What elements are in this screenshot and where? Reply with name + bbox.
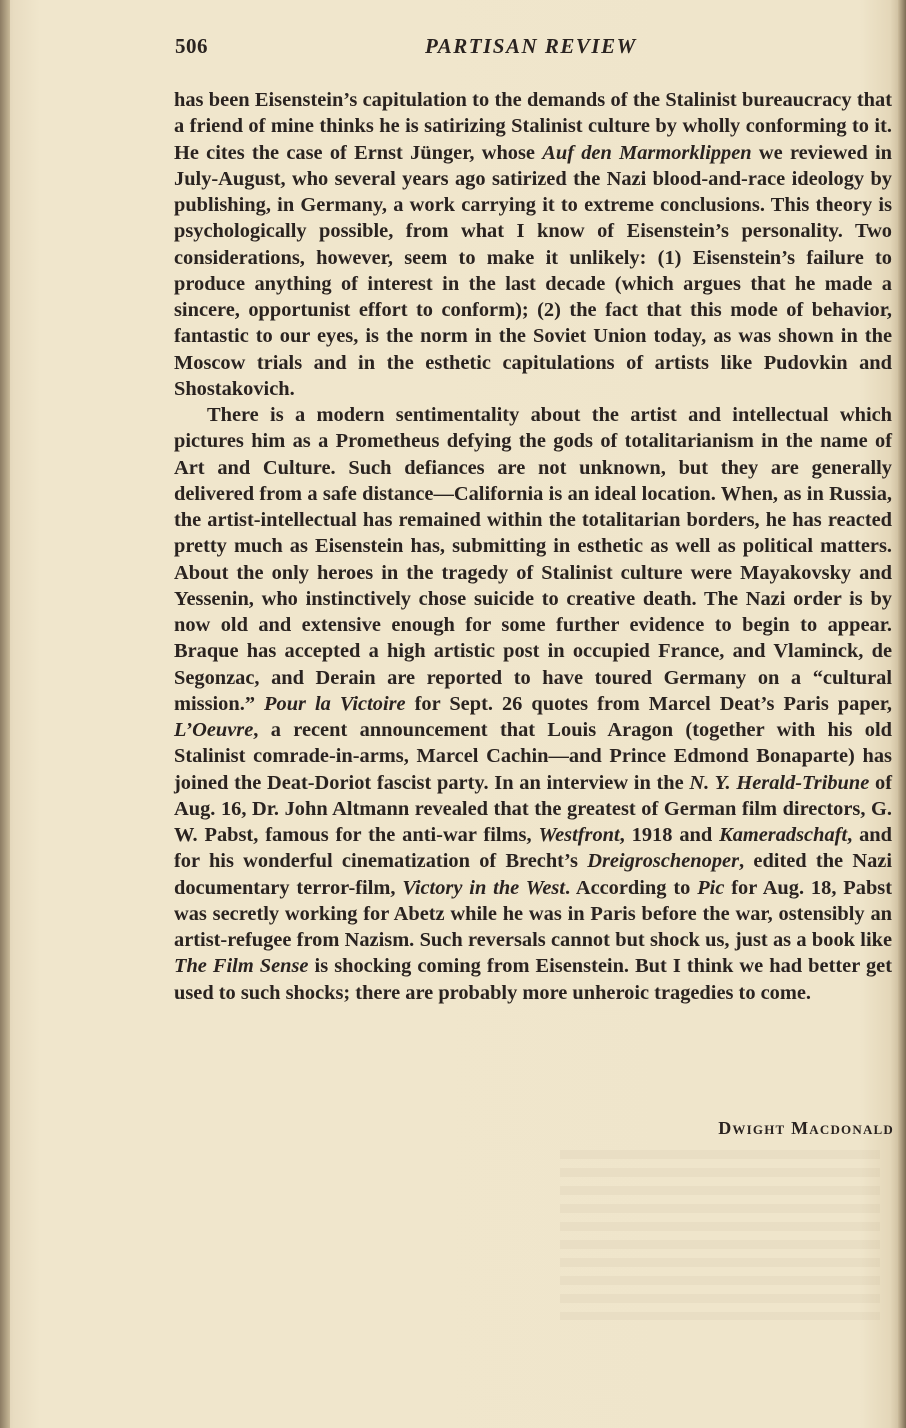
- text-run: , edited the Nazi documentary terror-film,: [174, 850, 892, 899]
- author-signature: Dwight Macdonald: [718, 1118, 894, 1138]
- paragraph-2: [174, 402, 892, 1006]
- page-number: 506: [175, 34, 208, 58]
- text-run: has been Eisenstein’s capitulation to the demands of the Stalinist bureaucracy that a friend of mine thinks he is satirizing Stalinist culture by wholly conforming to it. He cites the case of Ernst Jünger, whose: [174, 89, 892, 164]
- text-run: of Aug. 16, Dr. John Altmann revealed that the greatest of German film directors, G. W. Pabst, famous for the anti-war films,: [174, 771, 892, 846]
- film-title: Victory in the West: [402, 876, 565, 899]
- page-edge-shadow: [898, 0, 906, 1428]
- film-title: Westfront: [538, 824, 620, 846]
- article-body: [174, 87, 892, 1006]
- paragraph-1: [174, 87, 892, 402]
- publication-title: N. Y. Herald-Tribune: [689, 771, 870, 794]
- text-run: There is a modern sentimentality about the artist and intellectual which pictures him as a Prometheus defying the gods of totalitarianism in the name of Art and Culture. Such defiances are not unknown, but they are generally delivered from a safe distance—California is an ideal location. When, as in Russia, the artist-intellectual has remained within the totalitarian borders, he has reacted pretty much as Eisenstein has, submitting in esthetic as well as political matters. About the only heroes in the tragedy of Stalinist culture were Mayakovsky and Yessenin, who instinctively chose suicide to creative death. The Nazi order is by now old and extensive enough for some further evidence to begin to appear. Braque has accepted a high artistic post in occupied France, and Vlaminck, de Segonzac, and Derain are reported to have toured Germany on a “cultural mission.”: [174, 404, 892, 715]
- running-header: [175, 34, 895, 66]
- text-run: . According to: [565, 876, 698, 899]
- text-run: for Sept. 26 quotes from Marcel Deat’s Paris paper,: [405, 692, 892, 715]
- text-run: for Aug. 18, Pabst was secretly working for Abetz while he was in Paris before the war, ostensibly an artist-refugee from Nazism. Such reversals cannot but shock us, just as a book like: [174, 876, 893, 951]
- publication-title: Pic: [697, 876, 725, 899]
- text-run: , and for his wonderful cinematization of Brecht’s: [174, 824, 892, 873]
- book-title: The Film Sense: [174, 955, 309, 978]
- journal-title: PARTISAN REVIEW: [425, 34, 637, 58]
- text-run: we reviewed in July-August, who several years ago satirized the Nazi blood-and-race ideology by publishing, in Germany, a work carrying it to extreme conclusions. This theory is psychologically possible, from what I know of Eisenstein’s personality. Two considerations, however, seem to make it unlikely: (1) Eisenstein’s failure to produce anything of interest in the last decade (which argues that he made a sincere, opportunist effort to conform); (2) the fact that this mode of behavior, fantastic to our eyes, is the norm in the Soviet Union today, as was shown in the Moscow trials and in the esthetic capitulations of artists like Pudovkin and Shostakovich.: [174, 141, 892, 400]
- book-title: Auf den Marmorklippen: [542, 141, 752, 164]
- show-through-text: [560, 1150, 880, 1320]
- book-spine-shadow: [0, 0, 10, 1428]
- publication-title: L’Oeuvre: [174, 719, 254, 741]
- film-title: Kameradschaft: [719, 824, 848, 846]
- text-run: , a recent announcement that Louis Aragon (together with his old Stalinist comrade-in-arms, Marcel Cachin—and Prince Edmond Bonaparte) has joined the Deat-Doriot fascist party. In an interview in the: [174, 719, 892, 794]
- text-run: is shocking coming from Eisenstein. But I think we had better get used to such shocks; there are probably more unheroic tragedies to come.: [174, 955, 892, 1004]
- work-title: Dreigroschenoper: [587, 850, 740, 873]
- publication-title: Pour la Victoire: [264, 692, 406, 715]
- text-run: , 1918 and: [619, 824, 720, 846]
